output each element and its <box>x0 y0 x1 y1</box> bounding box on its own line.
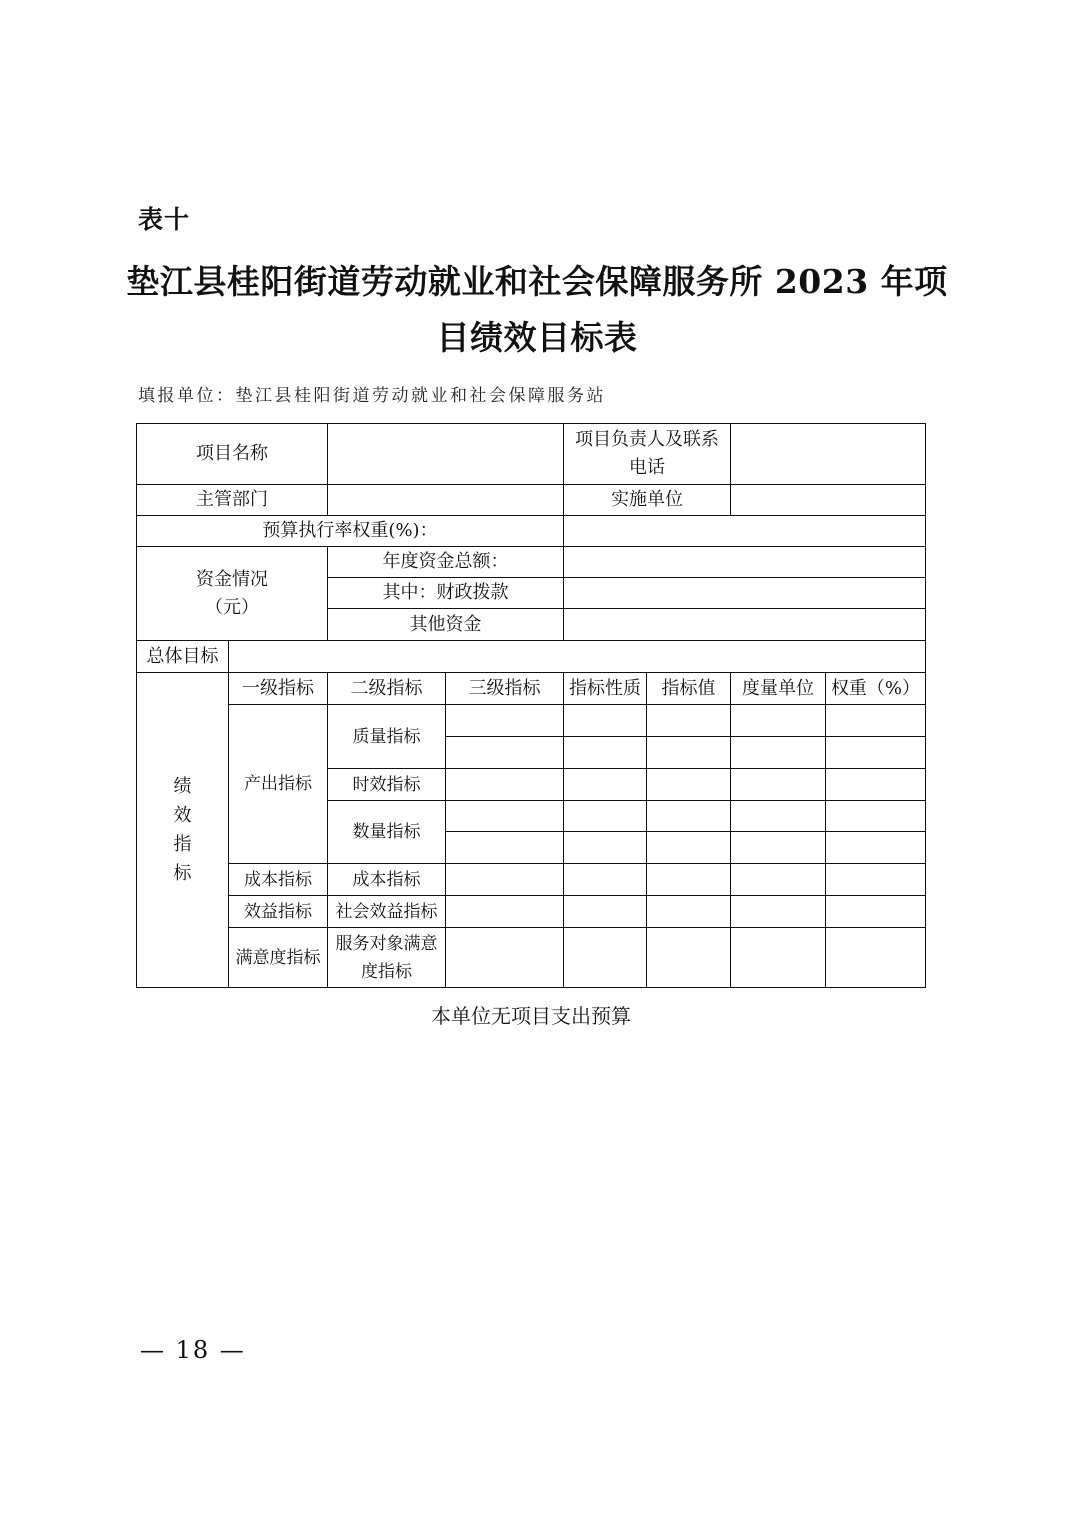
cell <box>826 864 926 896</box>
cell <box>564 928 647 988</box>
contact-value <box>731 424 926 485</box>
cell <box>647 928 731 988</box>
dept-value <box>328 485 564 516</box>
perf-char-1: 绩 <box>173 776 192 797</box>
satisfaction-indicator: 满意度指标 <box>229 928 328 988</box>
fund-label-line2: （元） <box>205 596 259 618</box>
other-funds-value <box>564 609 926 641</box>
cell <box>826 832 926 864</box>
cell <box>446 737 564 769</box>
cell <box>446 705 564 737</box>
dept-label: 主管部门 <box>137 485 328 516</box>
fund-label <box>137 547 328 641</box>
table-label: 表十 <box>138 205 191 234</box>
benefit-indicator: 效益指标 <box>229 896 328 928</box>
header-nature: 指标性质 <box>564 673 647 705</box>
performance-target-table <box>136 423 926 988</box>
project-name-value <box>328 424 564 485</box>
cell <box>826 896 926 928</box>
service-satisfaction-indicator <box>328 928 446 988</box>
contact-label-line1: 项目负责人及联系 <box>575 429 719 450</box>
quantity-indicator: 数量指标 <box>328 801 446 864</box>
header-weight: 权重（%） <box>826 673 926 705</box>
cell <box>731 705 826 737</box>
service-satisfaction-line1: 服务对象满意 <box>335 933 438 954</box>
quality-indicator: 质量指标 <box>328 705 446 769</box>
cell <box>564 864 647 896</box>
document-title-line2: 目绩效目标表 <box>436 318 638 357</box>
cell <box>564 896 647 928</box>
service-satisfaction-line2: 度指标 <box>361 961 412 982</box>
cell <box>647 896 731 928</box>
cell <box>564 801 647 832</box>
timeliness-indicator: 时效指标 <box>328 769 446 801</box>
cell <box>647 737 731 769</box>
cell <box>731 896 826 928</box>
cell <box>647 864 731 896</box>
output-indicator: 产出指标 <box>229 705 328 864</box>
header-level2: 二级指标 <box>328 673 446 705</box>
contact-label <box>564 424 731 485</box>
cell <box>647 705 731 737</box>
cell <box>647 801 731 832</box>
impl-unit-value <box>731 485 926 516</box>
cell <box>564 705 647 737</box>
annual-total-label: 年度资金总额： <box>328 547 564 578</box>
cell <box>731 801 826 832</box>
cell <box>446 896 564 928</box>
cell <box>731 928 826 988</box>
cell <box>826 737 926 769</box>
cell <box>446 769 564 801</box>
cell <box>446 928 564 988</box>
overall-goal-label: 总体目标 <box>137 641 229 673</box>
reporting-unit: 填报单位：垫江县桂阳街道劳动就业和社会保障服务站 <box>138 386 606 406</box>
cell <box>826 801 926 832</box>
cell <box>826 705 926 737</box>
cell <box>731 737 826 769</box>
header-value: 指标值 <box>647 673 731 705</box>
header-level1: 一级指标 <box>229 673 328 705</box>
cell <box>826 928 926 988</box>
cell <box>446 864 564 896</box>
no-budget-note: 本单位无项目支出预算 <box>431 1004 631 1028</box>
fiscal-allocation-label: 其中：财政拨款 <box>328 578 564 609</box>
cell <box>731 832 826 864</box>
page-number: — 18 — <box>140 1336 246 1364</box>
cell <box>564 832 647 864</box>
cell <box>564 737 647 769</box>
cell <box>647 769 731 801</box>
perf-char-2: 效 <box>173 805 192 826</box>
document-title-line1: 垫江县桂阳街道劳动就业和社会保障服务所 2023 年项 <box>126 262 948 301</box>
project-name-label: 项目名称 <box>137 424 328 485</box>
cost-indicator-l1: 成本指标 <box>229 864 328 896</box>
budget-rate-value <box>564 516 926 547</box>
cell <box>731 864 826 896</box>
fund-label-line1: 资金情况 <box>196 568 268 590</box>
budget-rate-label: 预算执行率权重(%)： <box>137 516 564 547</box>
perf-char-4: 标 <box>173 863 192 884</box>
perf-indicator-label <box>137 673 229 988</box>
cell <box>731 769 826 801</box>
fiscal-allocation-value <box>564 578 926 609</box>
cell <box>446 801 564 832</box>
cell <box>647 832 731 864</box>
contact-label-line2: 电话 <box>629 457 665 478</box>
cell <box>564 769 647 801</box>
impl-unit-label: 实施单位 <box>564 485 731 516</box>
cell <box>826 769 926 801</box>
perf-char-3: 指 <box>173 834 192 855</box>
annual-total-value <box>564 547 926 578</box>
cell <box>446 832 564 864</box>
header-level3: 三级指标 <box>446 673 564 705</box>
header-unit: 度量单位 <box>731 673 826 705</box>
social-benefit-indicator: 社会效益指标 <box>328 896 446 928</box>
overall-goal-value <box>229 641 926 673</box>
cost-indicator-l2: 成本指标 <box>328 864 446 896</box>
other-funds-label: 其他资金 <box>328 609 564 641</box>
